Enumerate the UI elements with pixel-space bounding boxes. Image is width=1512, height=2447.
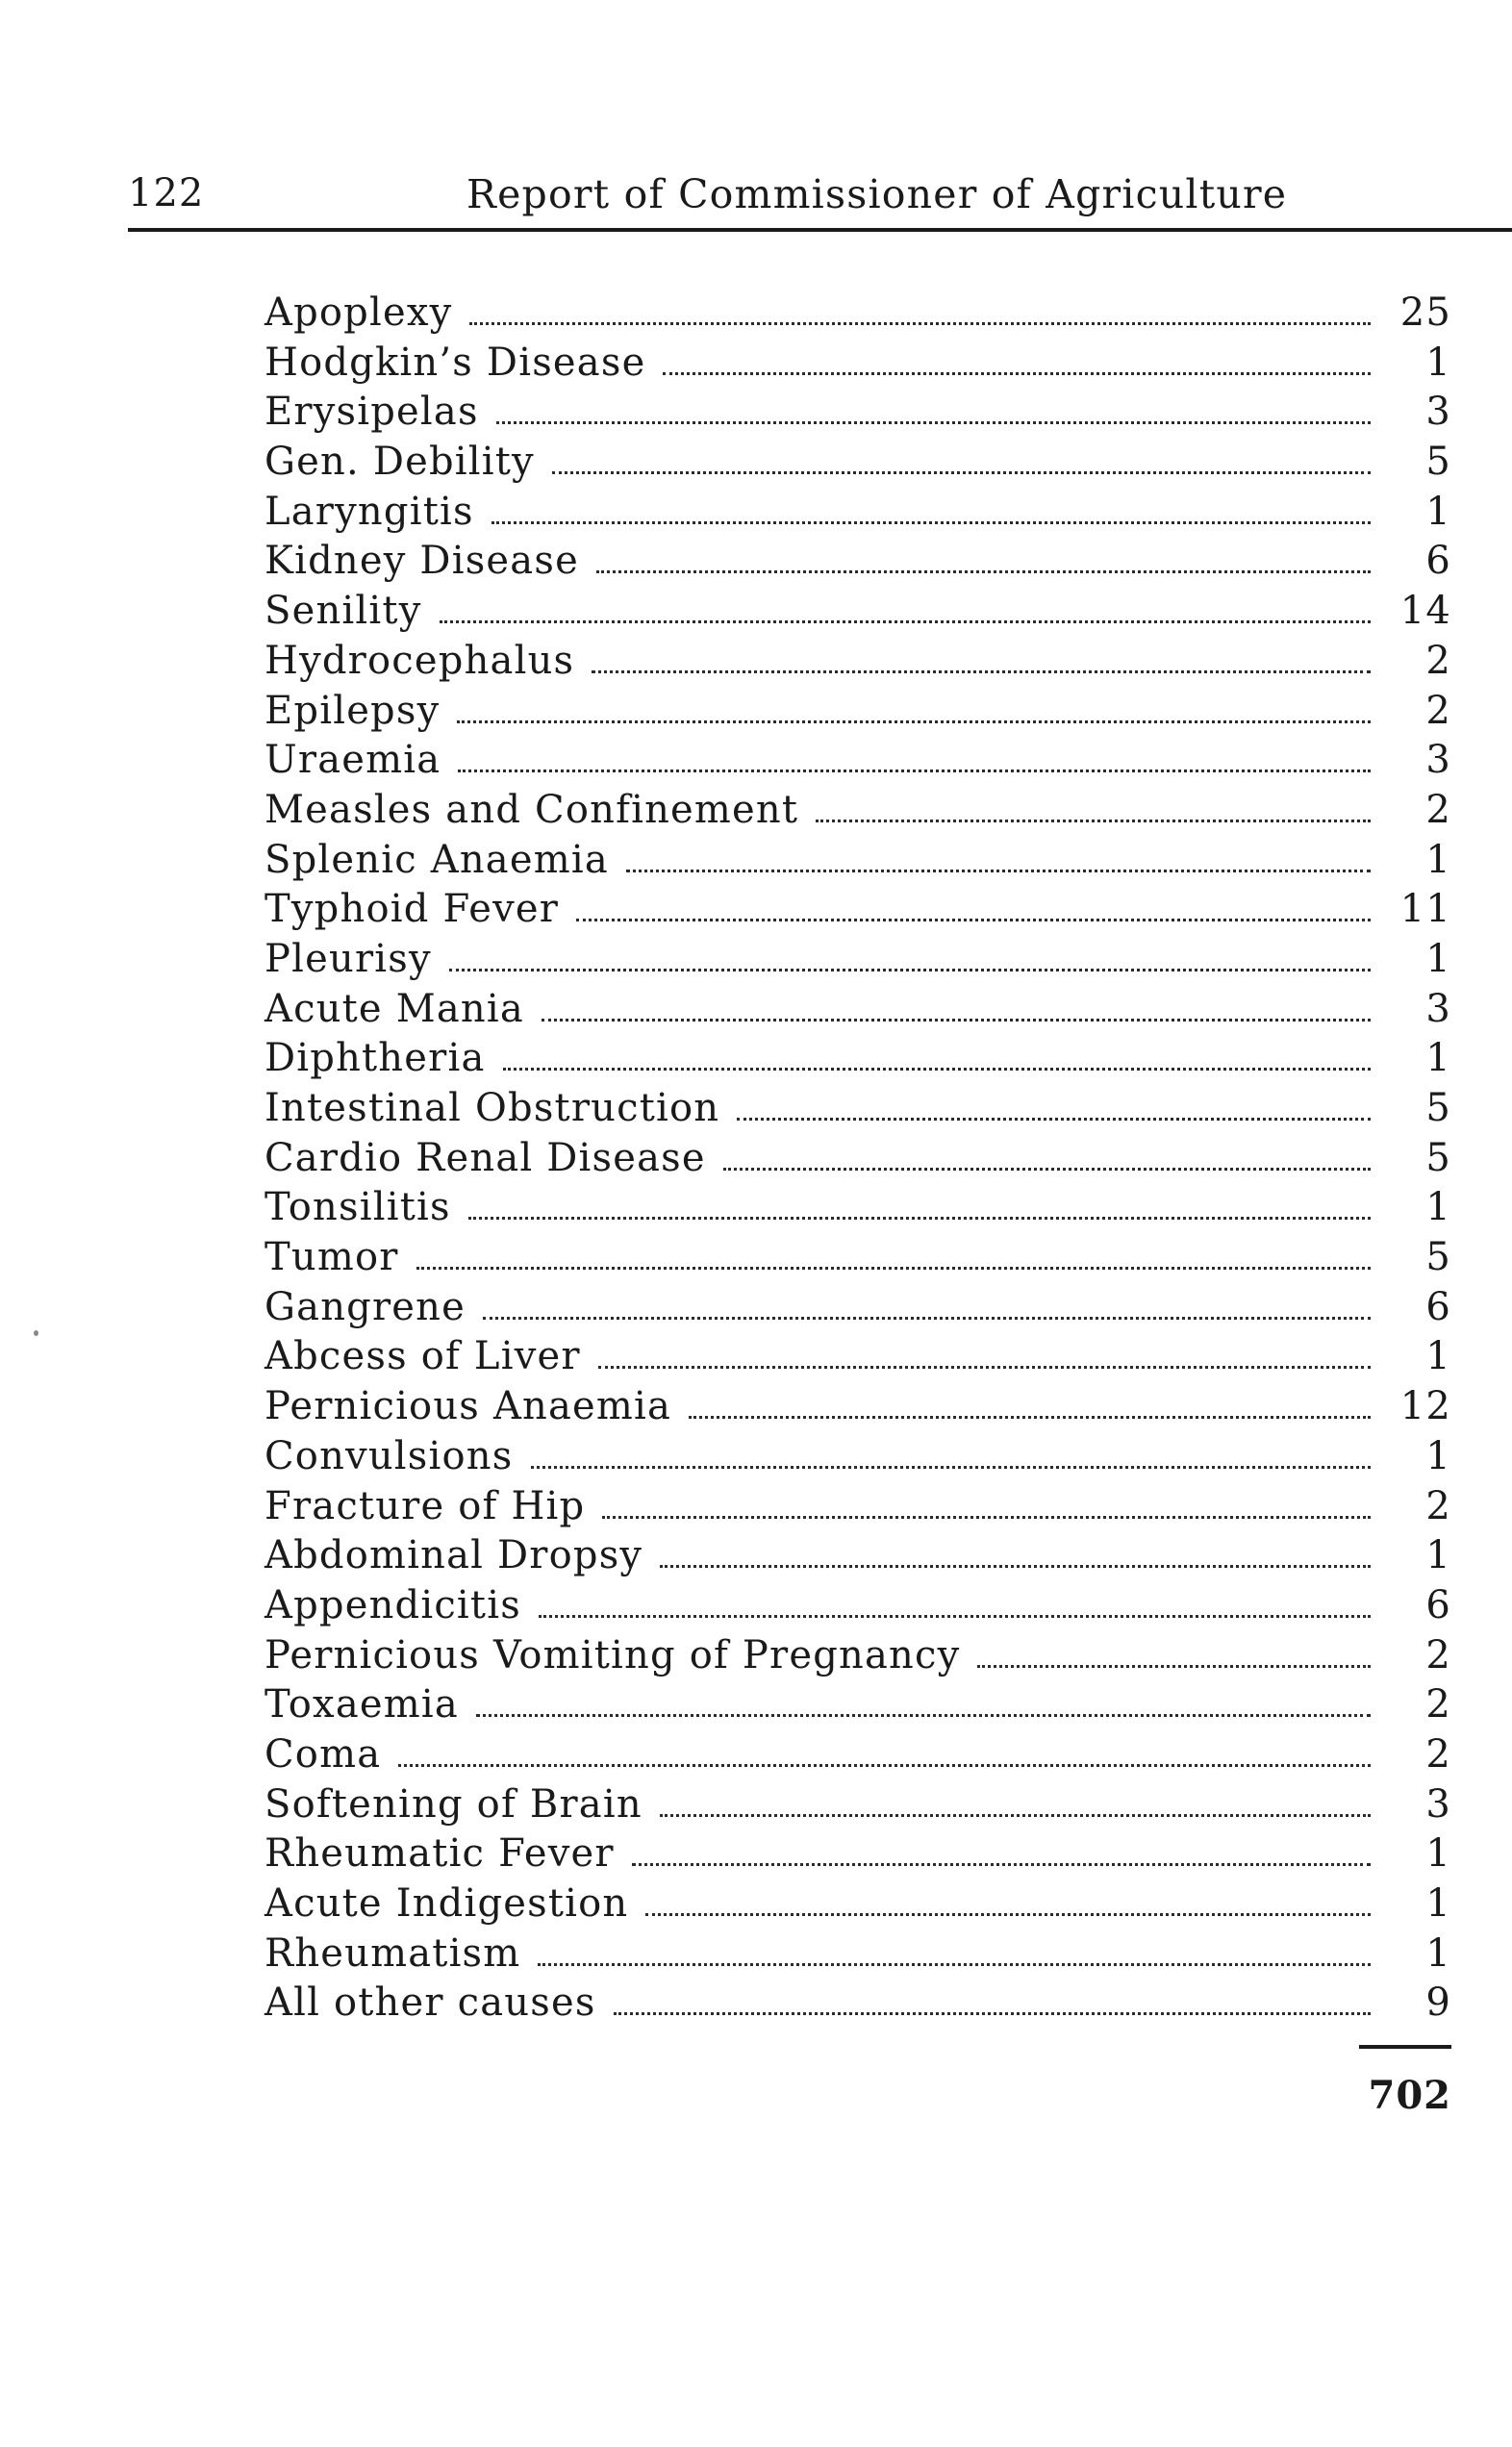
dot-leader [626, 869, 1371, 872]
cause-of-death-list [265, 290, 1451, 2031]
entry-count: 5 [1425, 440, 1451, 485]
dot-leader [596, 569, 1371, 573]
entry-label: Toxaemia [265, 1682, 459, 1728]
list-item [265, 1881, 1451, 1931]
entry-count: 1 [1425, 1334, 1451, 1379]
dot-leader [416, 1266, 1371, 1270]
list-item [265, 937, 1451, 987]
list-item [265, 1533, 1451, 1583]
entry-count: 1 [1425, 1881, 1451, 1926]
entry-label: Softening of Brain [265, 1781, 643, 1827]
list-item [265, 838, 1451, 888]
entry-label: Tonsilitis [265, 1185, 451, 1230]
dot-leader [614, 2011, 1371, 2015]
list-item [265, 1484, 1451, 1534]
entry-label: Hydrocephalus [265, 638, 575, 683]
entry-label: Typhoid Fever [265, 887, 560, 932]
entry-label: Epilepsy [265, 688, 441, 733]
list-item [265, 1732, 1451, 1782]
entry-count: 6 [1425, 539, 1451, 584]
list-item [265, 1782, 1451, 1832]
entry-count: 1 [1425, 837, 1451, 882]
list-item [265, 1384, 1451, 1434]
page-number: 122 [128, 171, 205, 215]
dot-leader [660, 1813, 1371, 1817]
entry-count: 9 [1425, 1980, 1451, 2026]
entry-label: Gen. Debility [265, 440, 535, 485]
dot-leader [469, 321, 1371, 325]
list-item [265, 341, 1451, 391]
list-item [265, 1235, 1451, 1285]
list-item [265, 639, 1451, 689]
running-title: Report of Commissioner of Agriculture [466, 171, 1288, 217]
entry-label: Pleurisy [265, 936, 432, 981]
list-item [265, 689, 1451, 739]
list-item [265, 1285, 1451, 1335]
sum-rule [1359, 2045, 1451, 2049]
entry-count: 1 [1425, 489, 1451, 534]
entry-label: Cardio Renal Disease [265, 1135, 706, 1180]
total-count: 702 [1368, 2073, 1451, 2118]
entry-label: Coma [265, 1731, 382, 1777]
list-item [265, 738, 1451, 788]
entry-count: 1 [1425, 1831, 1451, 1877]
entry-label: Intestinal Obstruction [265, 1086, 720, 1130]
dot-leader [816, 819, 1371, 822]
header-rule [128, 228, 1512, 232]
paper-speck [34, 1330, 38, 1336]
entry-label: Rheumatic Fever [265, 1831, 615, 1877]
entry-count: 2 [1425, 1731, 1451, 1777]
dot-leader [663, 371, 1371, 375]
entry-count: 6 [1425, 1582, 1451, 1627]
dot-leader [542, 1018, 1371, 1022]
dot-leader [458, 769, 1371, 772]
entry-label: Apoplexy [265, 290, 453, 335]
entry-count: 1 [1425, 1930, 1451, 1976]
list-item [265, 788, 1451, 838]
dot-leader [576, 918, 1371, 921]
dot-leader [457, 719, 1371, 723]
entry-label: Convulsions [265, 1433, 514, 1478]
list-item [265, 1583, 1451, 1633]
dot-leader [552, 470, 1371, 474]
entry-label: Hodgkin’s Disease [265, 340, 646, 385]
entry-label: Uraemia [265, 738, 441, 783]
dot-leader [598, 1365, 1371, 1369]
entry-count: 1 [1425, 1433, 1451, 1478]
dot-leader [531, 1465, 1372, 1469]
dot-leader [440, 619, 1372, 623]
entry-count: 2 [1425, 688, 1451, 733]
list-item [265, 1931, 1451, 1981]
dot-leader [977, 1664, 1371, 1668]
list-item [265, 589, 1451, 639]
list-item [265, 290, 1451, 341]
dot-leader [398, 1763, 1371, 1767]
list-item [265, 1434, 1451, 1484]
list-item [265, 539, 1451, 589]
entry-count: 1 [1425, 936, 1451, 981]
entry-count: 6 [1425, 1284, 1451, 1329]
dot-leader [476, 1713, 1371, 1717]
page-header [128, 162, 1512, 229]
dot-leader [632, 1862, 1371, 1866]
entry-count: 5 [1425, 1235, 1451, 1280]
entry-label: Abcess of Liver [265, 1334, 581, 1379]
entry-label: Measles and Confinement [265, 787, 799, 832]
entry-count: 25 [1399, 290, 1451, 335]
entry-label: Acute Mania [265, 986, 524, 1031]
entry-label: Fracture of Hip [265, 1483, 586, 1528]
dot-leader [496, 420, 1371, 424]
list-item [265, 1831, 1451, 1881]
dot-leader [645, 1912, 1371, 1916]
entry-label: Laryngitis [265, 489, 474, 534]
list-item [265, 1086, 1451, 1136]
list-item [265, 490, 1451, 540]
dot-leader [491, 520, 1371, 524]
dot-leader [689, 1415, 1371, 1419]
entry-count: 5 [1425, 1135, 1451, 1180]
entry-label: Erysipelas [265, 390, 479, 435]
entry-label: Senility [265, 589, 422, 634]
entry-label: Rheumatism [265, 1930, 521, 1976]
list-item [265, 440, 1451, 490]
dot-leader [538, 1962, 1371, 1966]
entry-count: 2 [1425, 787, 1451, 832]
list-item [265, 1185, 1451, 1235]
dot-leader [592, 669, 1371, 673]
list-item [265, 887, 1451, 937]
entry-count: 5 [1425, 1086, 1451, 1130]
dot-leader [737, 1117, 1371, 1121]
entry-count: 12 [1399, 1384, 1451, 1429]
entry-count: 2 [1425, 638, 1451, 683]
entry-label: Tumor [265, 1235, 399, 1280]
entry-count: 2 [1425, 1483, 1451, 1528]
entry-count: 1 [1425, 1036, 1451, 1081]
entry-label: Pernicious Vomiting of Pregnancy [265, 1632, 961, 1678]
list-item [265, 987, 1451, 1037]
entry-label: Pernicious Anaemia [265, 1384, 672, 1429]
dot-leader [602, 1515, 1371, 1519]
dot-leader [449, 968, 1371, 971]
entry-count: 3 [1425, 1781, 1451, 1827]
entry-count: 1 [1425, 340, 1451, 385]
entry-label: All other causes [265, 1980, 596, 2026]
list-item [265, 1334, 1451, 1384]
entry-count: 2 [1425, 1632, 1451, 1678]
entry-label: Gangrene [265, 1284, 466, 1329]
list-item [265, 1136, 1451, 1186]
entry-label: Splenic Anaemia [265, 837, 609, 882]
dot-leader [660, 1564, 1371, 1568]
entry-label: Appendicitis [265, 1582, 521, 1627]
entry-label: Acute Indigestion [265, 1881, 629, 1926]
list-item [265, 1980, 1451, 2031]
dot-leader [483, 1316, 1371, 1320]
entry-label: Diphtheria [265, 1036, 486, 1081]
dot-leader [468, 1216, 1371, 1220]
entry-count: 11 [1399, 887, 1451, 932]
entry-count: 2 [1425, 1682, 1451, 1728]
entry-count: 3 [1425, 986, 1451, 1031]
list-item [265, 390, 1451, 440]
entry-count: 3 [1425, 738, 1451, 783]
dot-leader [503, 1067, 1372, 1071]
entry-count: 3 [1425, 390, 1451, 435]
entry-count: 1 [1425, 1185, 1451, 1230]
dot-leader [539, 1614, 1371, 1618]
list-item [265, 1633, 1451, 1683]
dot-leader [723, 1167, 1371, 1171]
entry-label: Kidney Disease [265, 539, 579, 584]
list-item [265, 1036, 1451, 1086]
entry-count: 1 [1425, 1533, 1451, 1578]
entry-label: Abdominal Dropsy [265, 1533, 643, 1578]
list-item [265, 1682, 1451, 1732]
entry-count: 14 [1399, 589, 1451, 634]
